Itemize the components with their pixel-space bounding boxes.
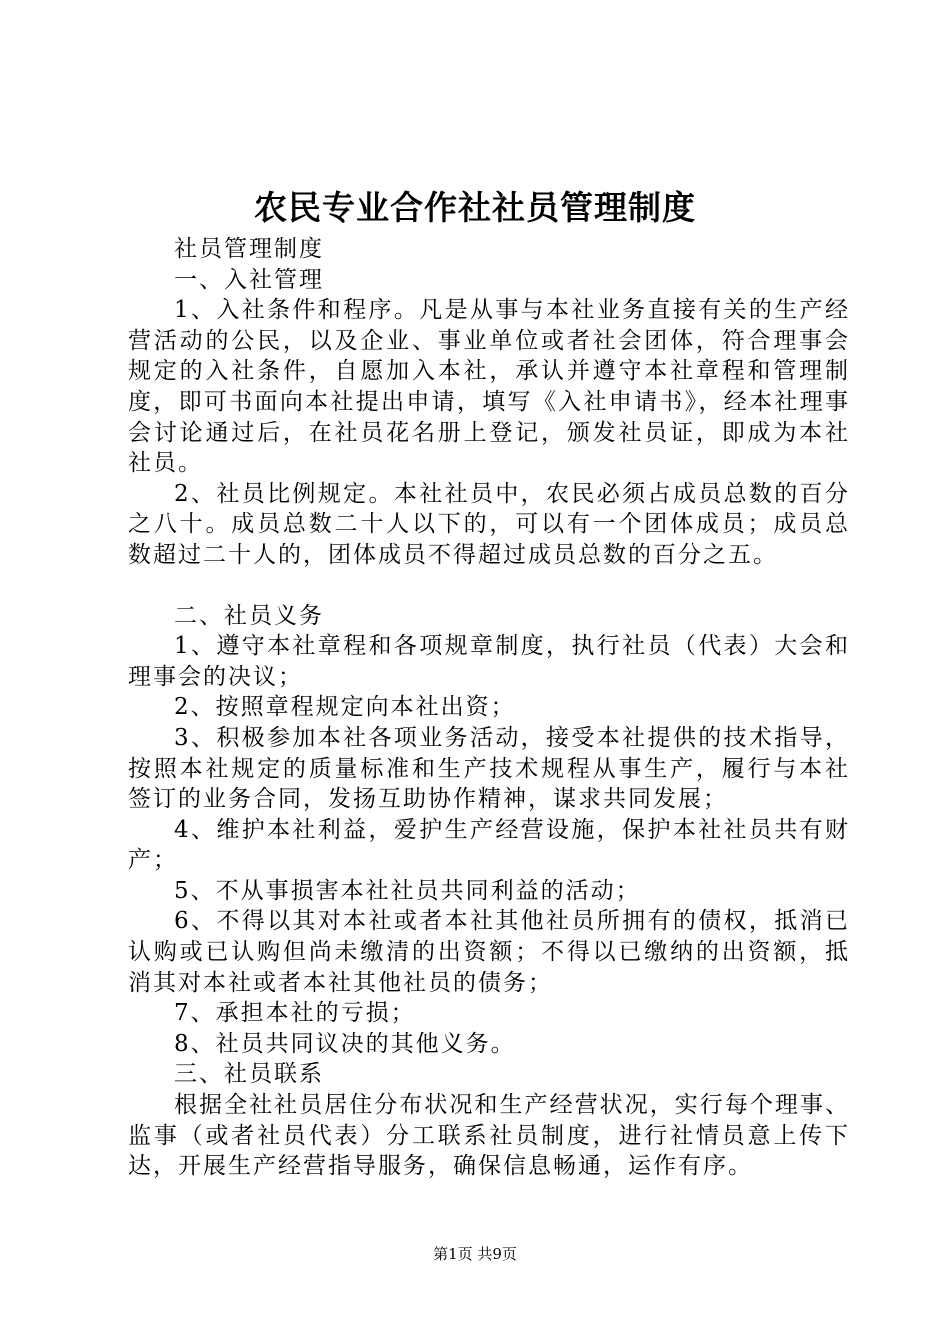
paragraph: 5、不从事损害本社社员共同利益的活动； — [174, 877, 641, 904]
section-heading-obligations: 二、社员义务 — [174, 602, 324, 629]
paragraph: 1、遵守本社章程和各项规章制度，执行社员（代表）大会和理事会的决议； — [128, 633, 850, 690]
paragraph: 6、不得以其对本社或者本社其他社员所拥有的债权，抵消已认购或已认购但尚未缴清的出资额；不得以已缴纳的出资额，抵消其对本社或者本社其他社员的债务； — [128, 908, 850, 996]
document-title: 农民专业合作社社员管理制度 — [254, 188, 696, 227]
paragraph: 4、维护本社利益，爱护生产经营设施，保护本社社员共有财产； — [128, 816, 850, 874]
paragraph: 3、积极参加本社各项业务活动，接受本社提供的技术指导，按照本社规定的质量标准和生产技术规程从事生产，履行与本社签订的业务合同，发扬互助协作精神，谋求共同发展； — [128, 724, 850, 813]
section-heading-membership: 一、入社管理 — [174, 266, 324, 293]
paragraph-intro: 社员管理制度 — [174, 236, 324, 262]
paragraph: 7、承担本社的亏损； — [174, 1000, 416, 1027]
paragraph: 2、社员比例规定。本社社员中，农民必须占成员总数的百分之八十。成员总数二十人以下的，可以有一个团体成员；成员总数超过二十人的，团体成员不得超过成员总数的百分之五。 — [128, 480, 850, 568]
section-heading-contact: 三、社员联系 — [174, 1061, 324, 1088]
paragraph: 2、按照章程规定向本社出资； — [174, 694, 516, 721]
paragraph: 根据全社社员居住分布状况和生产经营状况，实行每个理事、监事（或者社员代表）分工联系社员制度，进行社情员意上传下达，开展生产经营指导服务，确保信息畅通，运作有序。 — [128, 1092, 850, 1180]
paragraph: 8、社员共同议决的其他义务。 — [174, 1030, 516, 1057]
page-footer: 第1页 共9页 — [433, 1245, 517, 1263]
paragraph: 1、入社条件和程序。凡是从事与本社业务直接有关的生产经营活动的公民，以及企业、事业单位或者社会团体，符合理事会规定的入社条件，自愿加入本社，承认并遵守本社章程和管理制度，即可书面向本社提出申请，填写《入社申请书》，经本社理事会讨论通过后，在社员花名册上登记，颁发社员证，即成为本社社员。 — [128, 297, 850, 477]
document-body — [128, 234, 850, 1182]
